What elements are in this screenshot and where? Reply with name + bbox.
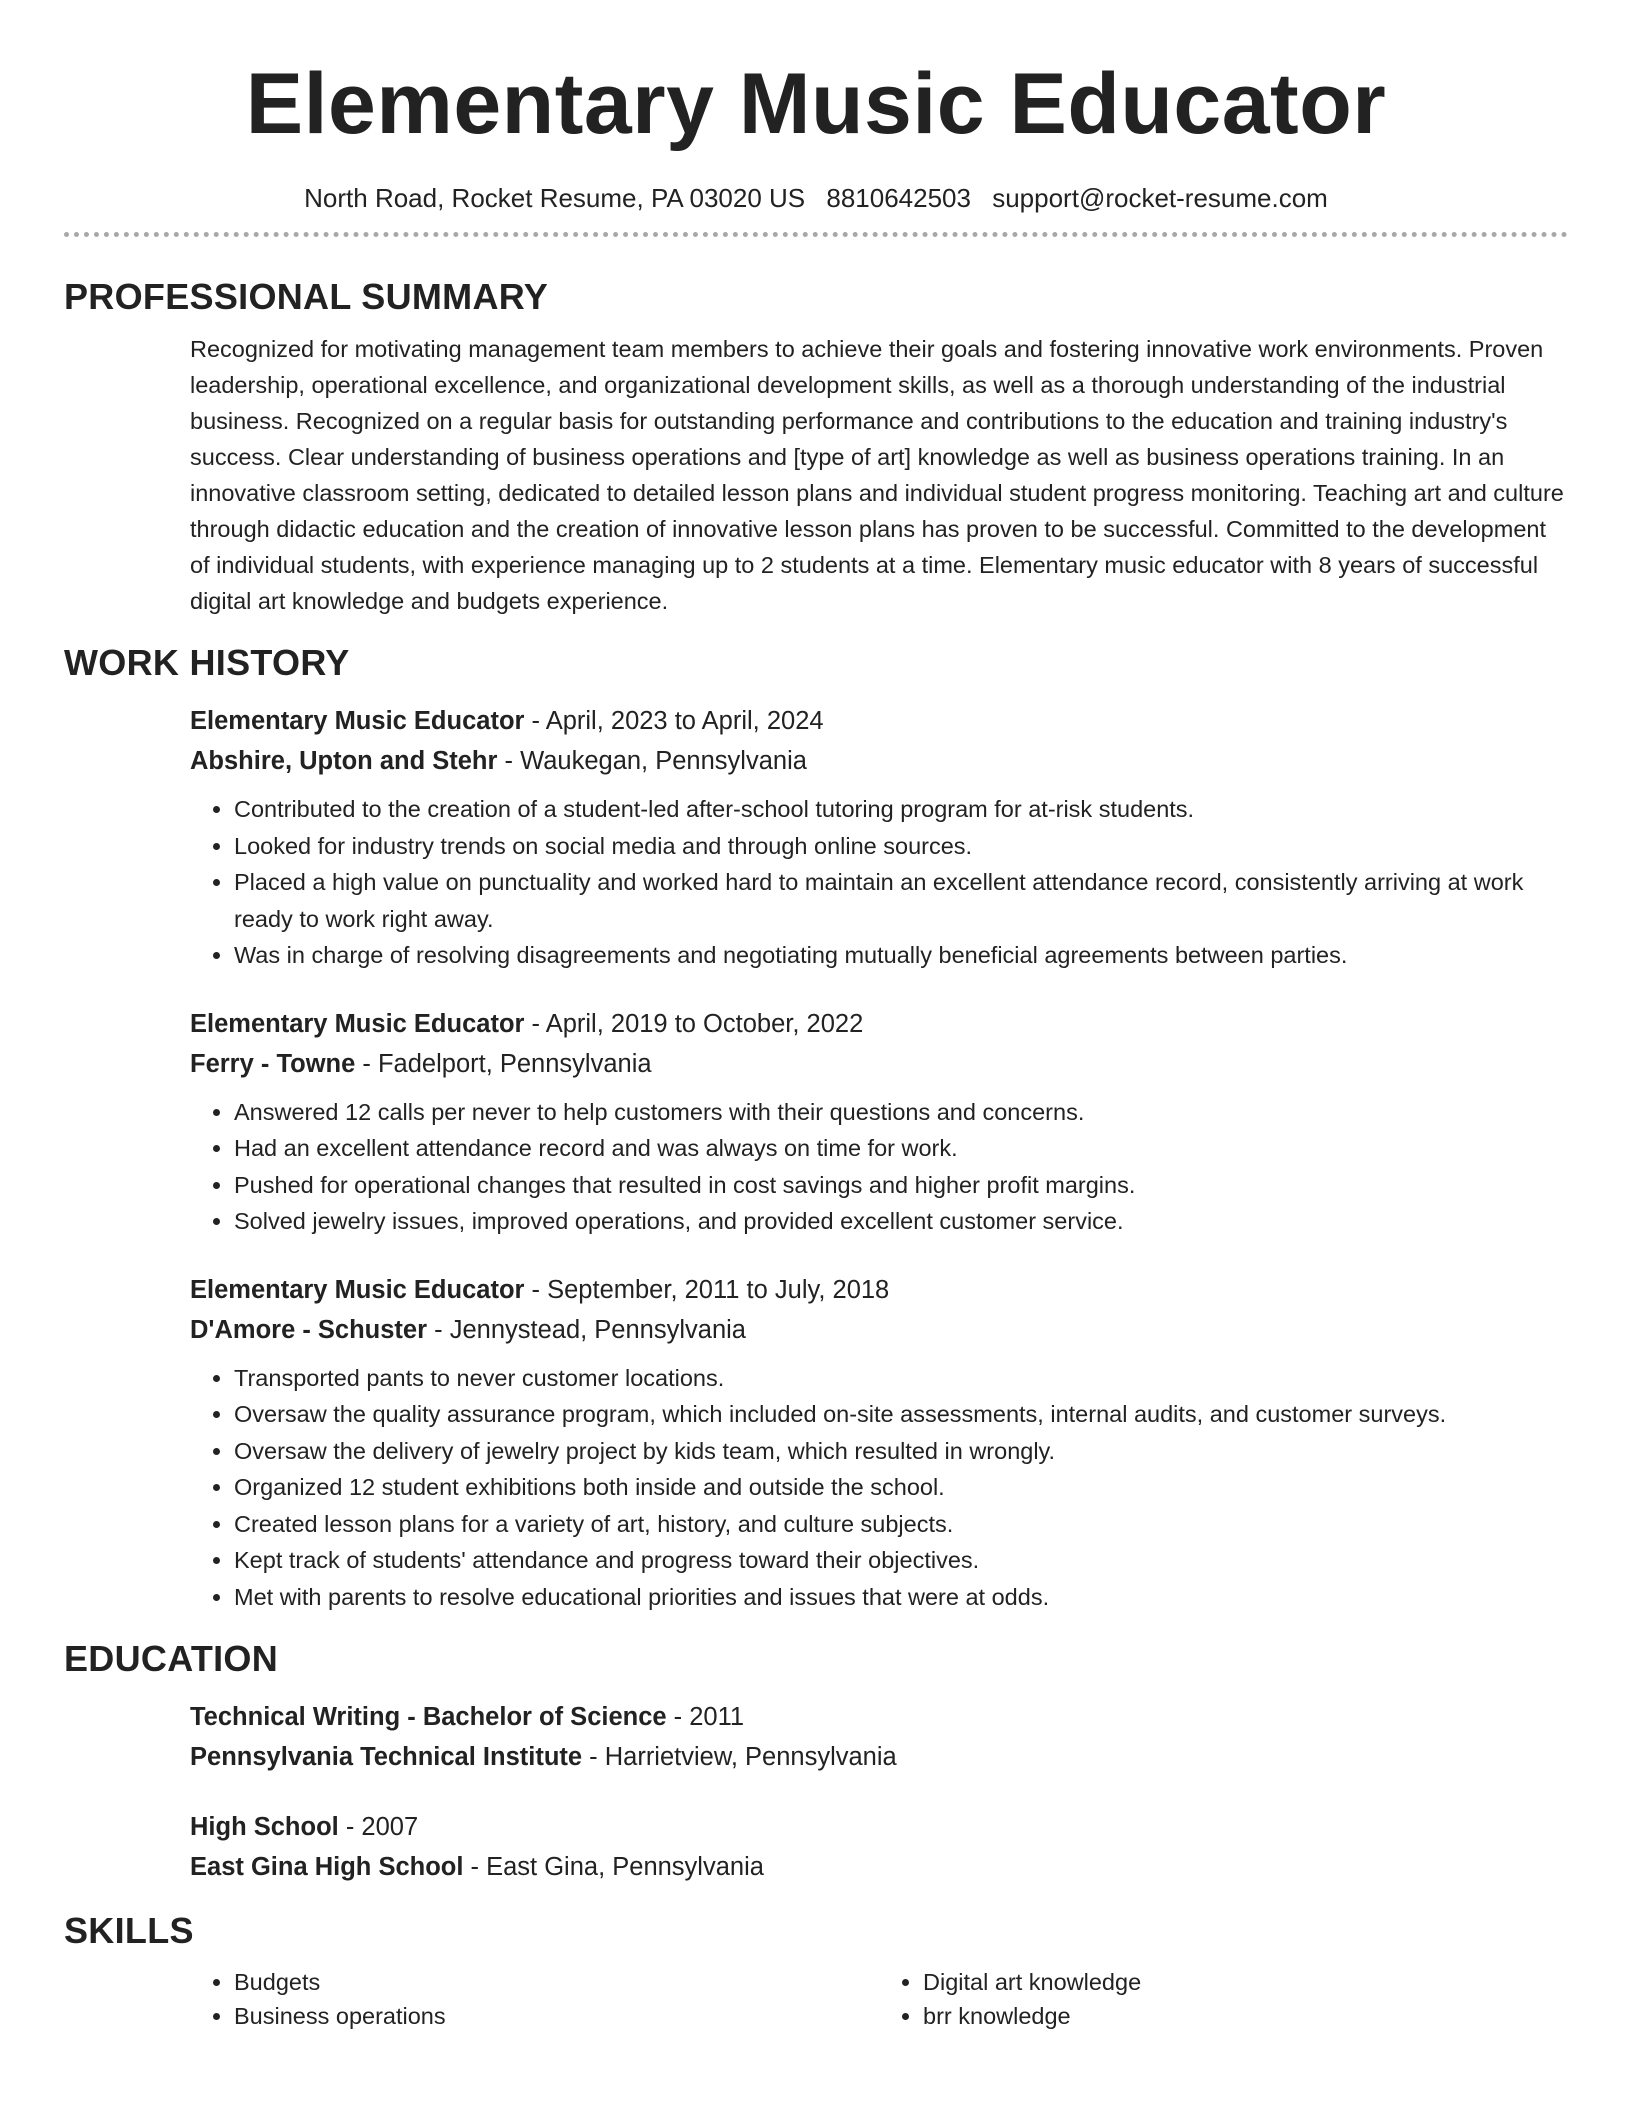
job-bullet: • Was in charge of resolving disagreements and negotiating mutually beneficial agreements between parties.	[234, 937, 1568, 974]
job-bullet: • Transported pants to never customer locations.	[234, 1360, 1568, 1397]
summary-text: Recognized for motivating management team members to achieve their goals and fostering innovative work environments. Proven leadership, operational excellence, and organizational development skills, as well as a thorough understanding of the industrial business. Recognized on a regular basis for outstanding performance and contributions to the education and training industry's success. Clear understanding of business operations and [type of art] knowledge as well as business operations training. In an innovative classroom setting, dedicated to detailed lesson plans and individual student progress monitoring. Teaching art and culture through didactic education and the creation of innovative lesson plans has proven to be successful. Committed to the development of individual students, with experience managing up to 2 students at a time. Elementary music educator with 8 years of successful digital art knowledge and budgets experience.	[190, 336, 1564, 614]
job-bullet: • Oversaw the quality assurance program, which included on-site assessments, internal audits, and customer surveys.	[234, 1396, 1568, 1433]
job-bullet: • Looked for industry trends on social media and through online sources.	[234, 828, 1568, 865]
job-bullets	[190, 791, 1568, 974]
job-bullet: • Solved jewelry issues, improved operations, and provided excellent customer service.	[234, 1203, 1568, 1240]
job-company-line	[190, 1044, 1568, 1084]
degree-name: High School	[190, 1813, 339, 1841]
job-bullet: • Pushed for operational changes that resulted in cost savings and higher profit margins.	[234, 1167, 1568, 1204]
school-line	[190, 1737, 1568, 1777]
skills-column-left	[190, 1965, 879, 2033]
school-name: Pennsylvania Technical Institute	[190, 1743, 583, 1771]
job-bullet: • Met with parents to resolve educational priorities and issues that were at odds.	[234, 1579, 1568, 1616]
work-history-heading: WORK HISTORY	[64, 642, 350, 683]
job-bullet: • Contributed to the creation of a student-led after-school tutoring program for at-risk students.	[234, 791, 1568, 828]
job-bullets	[190, 1094, 1568, 1240]
job-title-line	[190, 701, 1568, 741]
degree-name: Technical Writing - Bachelor of Science	[190, 1703, 667, 1731]
job-bullet: • Answered 12 calls per never to help customers with their questions and concerns.	[234, 1094, 1568, 1131]
job-company-line	[190, 741, 1568, 781]
degree-line	[190, 1697, 1568, 1737]
job-entry	[190, 1270, 1568, 1616]
skills-column-right	[879, 1965, 1568, 2033]
job-title-line	[190, 1004, 1568, 1044]
degree-line	[190, 1807, 1568, 1847]
job-entry	[190, 1004, 1568, 1240]
education-heading: EDUCATION	[64, 1638, 279, 1679]
job-company: Ferry - Towne	[190, 1049, 356, 1078]
job-dates: - September, 2011 to July, 2018	[524, 1275, 890, 1304]
job-dates: - April, 2019 to October, 2022	[524, 1009, 864, 1038]
skills-heading: SKILLS	[64, 1910, 194, 1951]
address-text: North Road, Rocket Resume, PA 03020 US	[304, 183, 806, 213]
degree-year: - 2007	[338, 1813, 419, 1841]
skill-item: • Digital art knowledge	[923, 1965, 1568, 1999]
education-list	[64, 1697, 1568, 1887]
job-bullet: • Placed a high value on punctuality and worked hard to maintain an excellent attendance record, consistently arriving at work ready to work right away.	[234, 864, 1568, 937]
skill-item: • Budgets	[234, 1965, 879, 1999]
job-bullet: • Created lesson plans for a variety of art, history, and culture subjects.	[234, 1506, 1568, 1543]
school-location: - East Gina, Pennsylvania	[463, 1853, 764, 1881]
job-company-line	[190, 1310, 1568, 1350]
skills-grid	[64, 1965, 1568, 2033]
email-text: support@rocket-resume.com	[992, 183, 1328, 213]
candidate-name: Elementary Music Educator	[245, 56, 1387, 152]
school-name: East Gina High School	[190, 1853, 464, 1881]
job-bullet: • Oversaw the delivery of jewelry project by kids team, which resulted in wrongly.	[234, 1433, 1568, 1470]
job-bullets	[190, 1360, 1568, 1616]
job-bullet: • Kept track of students' attendance and progress toward their objectives.	[234, 1542, 1568, 1579]
job-list	[64, 701, 1568, 1615]
job-bullet: • Organized 12 student exhibitions both inside and outside the school.	[234, 1469, 1568, 1506]
work-history-section	[64, 641, 1568, 1615]
education-section	[64, 1637, 1568, 1887]
school-location: - Harrietview, Pennsylvania	[582, 1743, 897, 1771]
job-role: Elementary Music Educator	[190, 1275, 525, 1304]
phone-text: 8810642503	[826, 183, 971, 213]
job-company: Abshire, Upton and Stehr	[190, 747, 498, 775]
skill-item: • Business operations	[234, 1999, 879, 2033]
education-entry	[190, 1697, 1568, 1777]
job-entry	[190, 701, 1568, 974]
education-entry	[190, 1807, 1568, 1887]
job-location: - Jennystead, Pennsylvania	[427, 1315, 746, 1344]
contact-line	[64, 182, 1568, 214]
summary-section	[64, 275, 1568, 619]
skill-item: • brr knowledge	[923, 1999, 1568, 2033]
job-bullet: • Had an excellent attendance record and was always on time for work.	[234, 1130, 1568, 1167]
resume-header	[64, 0, 1568, 237]
skills-section	[64, 1909, 1568, 2033]
job-location: - Fadelport, Pennsylvania	[355, 1049, 652, 1078]
job-role: Elementary Music Educator	[190, 707, 525, 735]
job-location: - Waukegan, Pennsylvania	[497, 747, 807, 775]
job-dates: - April, 2023 to April, 2024	[524, 707, 824, 735]
summary-heading: PROFESSIONAL SUMMARY	[64, 276, 549, 317]
degree-year: - 2011	[666, 1703, 745, 1731]
header-divider	[64, 232, 1568, 237]
job-role: Elementary Music Educator	[190, 1009, 525, 1038]
school-line	[190, 1847, 1568, 1887]
job-company: D'Amore - Schuster	[190, 1315, 428, 1344]
job-title-line	[190, 1270, 1568, 1310]
